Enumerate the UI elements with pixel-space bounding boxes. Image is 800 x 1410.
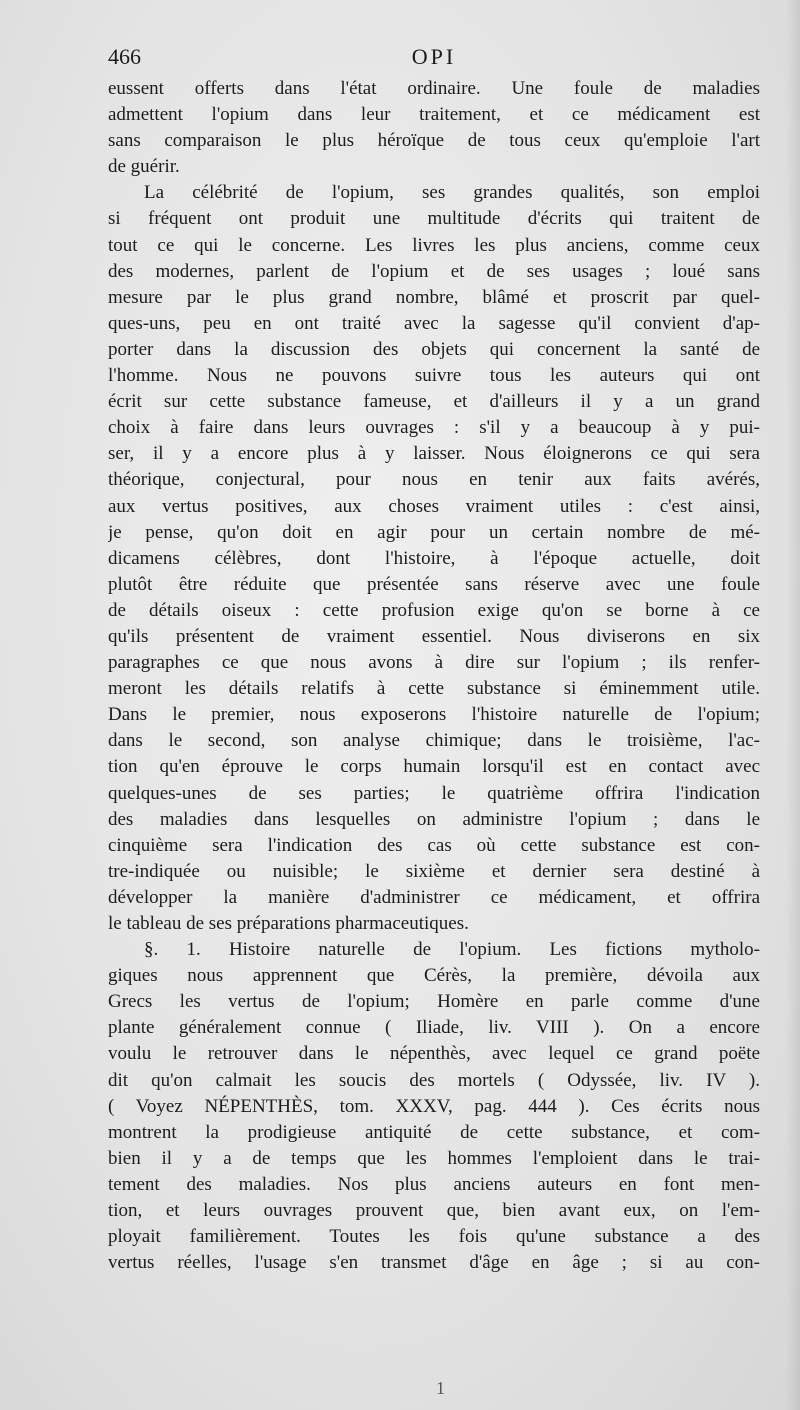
text-line: tout ce qui le concerne. Les livres les plus anciens, comme ceux — [108, 234, 760, 256]
text-line: porter dans la discussion des objets qui concernent la santé de — [108, 338, 760, 360]
text-line: La célébrité de l'opium, ses grandes qualités, son emploi — [144, 182, 760, 204]
scan-edge-shadow — [786, 0, 800, 1410]
text-line: des modernes, parlent de l'opium et de ses usages ; loué sans — [108, 260, 760, 282]
text-line: écrit sur cette substance fameuse, et d'ailleurs il y a un grand — [108, 391, 760, 413]
section-heading-line: §. 1. Histoire naturelle de l'opium. Les fictions mytholo- — [144, 939, 760, 961]
running-head: OPI — [411, 44, 457, 69]
text-line: vertus réelles, l'usage s'en transmet d'âge en âge ; si au con- — [108, 1252, 760, 1274]
text-line: giques nous apprennent que Cérès, la première, dévoila aux — [108, 965, 760, 987]
text-line: paragraphes ce que nous avons à dire sur l'opium ; ils renfer- — [108, 652, 760, 674]
text-line: je pense, qu'on doit en agir pour un certain nombre de mé- — [108, 521, 760, 543]
text-line: dicamens célèbres, dont l'histoire, à l'époque actuelle, doit — [108, 547, 760, 569]
text-line: tre-indiquée ou nuisible; le sixième et dernier sera destiné à — [108, 860, 760, 882]
page-number: 466 — [108, 44, 141, 69]
text-line: choix à faire dans leurs ouvrages : s'il y a beaucoup à y pui- — [108, 417, 760, 439]
text-line: sans comparaison le plus héroïque de tous ceux qu'emploie l'art — [108, 130, 760, 152]
text-line: théorique, conjectural, pour nous en tenir aux faits avérés, — [108, 469, 760, 491]
text-line: ques-uns, peu en ont traité avec la sagesse qu'il convient d'ap- — [108, 312, 760, 334]
text-line: plante généralement connue ( Iliade, liv. VIII ). On a encore — [108, 1017, 760, 1039]
body-text — [108, 76, 760, 1276]
text-line: développer la manière d'administrer ce médicament, et offrira — [108, 886, 760, 908]
text-line: Dans le premier, nous exposerons l'histoire naturelle de l'opium; — [108, 704, 760, 726]
text-line: plutôt être réduite que présentée sans réserve avec une foule — [108, 573, 760, 595]
text-line: ser, il y a encore plus à y laisser. Nous éloignerons ce qui sera — [108, 443, 760, 465]
text-line: si fréquent ont produit une multitude d'écrits qui traitent de — [108, 208, 760, 230]
text-line: dans le second, son analyse chimique; dans le troisième, l'ac- — [108, 730, 760, 752]
text-line: aux vertus positives, aux choses vraiment utiles : c'est ainsi, — [108, 495, 760, 517]
text-line: dit qu'on calmait les soucis des mortels ( Odyssée, liv. IV ). — [108, 1069, 760, 1091]
text-line: quelques-unes de ses parties; le quatrième offrira l'indication — [108, 782, 760, 804]
signature-mark: 1 — [436, 1378, 445, 1398]
text-line: admettent l'opium dans leur traitement, et ce médicament est — [108, 104, 760, 126]
text-line: Grecs les vertus de l'opium; Homère en parle comme d'une — [108, 991, 760, 1013]
text-line: cinquième sera l'indication des cas où cette substance est con- — [108, 834, 760, 856]
text-line: ( Voyez NÉPENTHÈS, tom. XXXV, pag. 444 ). Ces écrits nous — [108, 1095, 760, 1117]
text-line: voulu le retrouver dans le népenthès, avec lequel ce grand poëte — [108, 1043, 760, 1065]
text-line: tement des maladies. Nos plus anciens auteurs en font men- — [108, 1173, 760, 1195]
text-line: tion qu'en éprouve le corps humain lorsqu'il est en contact avec — [108, 756, 760, 778]
text-line: tion, et leurs ouvrages prouvent que, bien avant eux, on l'em- — [108, 1200, 760, 1222]
text-line: des maladies dans lesquelles on administre l'opium ; dans le — [108, 808, 760, 830]
text-line: bien il y a de temps que les hommes l'emploient dans le trai- — [108, 1147, 760, 1169]
text-line: de guérir. — [108, 156, 180, 178]
text-line: meront les détails relatifs à cette substance si éminemment utile. — [108, 678, 760, 700]
text-line: le tableau de ses préparations pharmaceutiques. — [108, 913, 469, 934]
text-line: mesure par le plus grand nombre, blâmé et proscrit par quel- — [108, 286, 760, 308]
text-line: ployait familièrement. Toutes les fois qu'une substance a des — [108, 1226, 760, 1248]
text-line: de détails oiseux : cette profusion exige qu'on se borne à ce — [108, 599, 760, 621]
text-line: eussent offerts dans l'état ordinaire. Une foule de maladies — [108, 78, 760, 99]
text-line: qu'ils présentent de vraiment essentiel. Nous diviserons en six — [108, 625, 760, 647]
text-line: montrent la prodigieuse antiquité de cette substance, et com- — [108, 1121, 760, 1143]
text-line: l'homme. Nous ne pouvons suivre tous les auteurs qui ont — [108, 365, 760, 387]
